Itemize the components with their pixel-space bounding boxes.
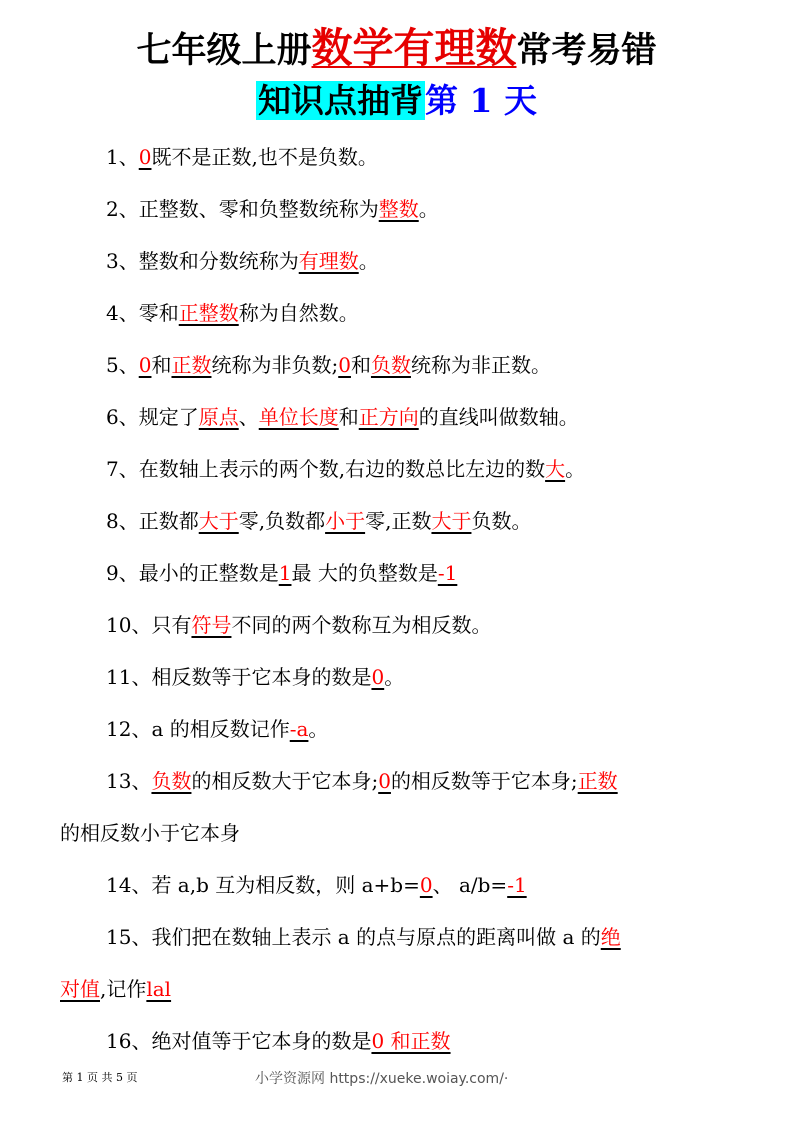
item-number: 16、	[106, 1029, 152, 1053]
item-number: 13、	[106, 769, 152, 793]
item-text: 和	[151, 353, 172, 377]
item-text: 、	[238, 405, 259, 429]
list-item-10	[106, 611, 491, 639]
list-item-4	[106, 299, 359, 327]
answer-blank: 有理数	[298, 249, 359, 273]
list-item-13-continued	[60, 819, 240, 847]
list-item-8	[106, 507, 531, 535]
item-text: 最 大的负整数是	[291, 561, 438, 585]
answer-blank: 正整数	[178, 301, 239, 325]
item-text: 和	[350, 353, 371, 377]
answer-blank: 绝	[600, 925, 621, 949]
item-number: 8、	[106, 509, 139, 533]
answer-blank: -1	[437, 561, 458, 585]
item-text: 不同的两个数称互为相反数。	[231, 613, 492, 637]
answer-blank: -a	[289, 717, 309, 741]
item-text: a 的相反数记作	[151, 717, 290, 741]
list-item-12	[106, 715, 328, 743]
list-item-13	[106, 767, 618, 795]
answer-blank: 对值	[60, 977, 100, 1001]
site-watermark: 小学资源网 https://xueke.woiay.com/·	[255, 1071, 509, 1087]
item-text: 正数都	[138, 509, 199, 533]
page-number: 第 1 页 共 5 页	[62, 1071, 138, 1084]
answer-blank: 正数	[577, 769, 618, 793]
list-item-9	[106, 559, 457, 587]
answer-blank: 大于	[431, 509, 472, 533]
item-text: 、 a/b=	[432, 873, 508, 897]
item-number: 9、	[106, 561, 139, 585]
item-number: 6、	[106, 405, 139, 429]
item-text: 。	[565, 457, 586, 481]
item-number: 10、	[106, 613, 152, 637]
item-text: 。	[358, 249, 379, 273]
item-text: 。	[418, 197, 439, 221]
item-text: 零,正数	[365, 509, 432, 533]
item-number: 2、	[106, 197, 139, 221]
list-item-15	[106, 923, 621, 951]
title-prefix: 七年级上册	[136, 30, 312, 71]
item-text: 统称为非负数;	[211, 353, 339, 377]
item-text: 相反数等于它本身的数是	[151, 665, 372, 689]
answer-blank: 原点	[198, 405, 239, 429]
title-line-2	[0, 78, 793, 124]
item-number: 12、	[106, 717, 152, 741]
item-text: 我们把在数轴上表示 a 的点与原点的距离叫做 a 的	[151, 925, 601, 949]
item-text: 最小的正整数是	[138, 561, 279, 585]
item-text: 的相反数大于它本身;	[191, 769, 379, 793]
item-text: 规定了	[138, 405, 199, 429]
list-item-6	[106, 403, 579, 431]
item-text: 零,负数都	[238, 509, 326, 533]
item-number: 14、	[106, 873, 152, 897]
item-number: 3、	[106, 249, 139, 273]
item-text: 称为自然数。	[238, 301, 359, 325]
item-number: 5、	[106, 353, 139, 377]
item-text: 的直线叫做数轴。	[418, 405, 579, 429]
title-line-1	[0, 22, 793, 77]
title-highlight-red: 数学有理数	[311, 24, 517, 72]
list-item-14	[106, 871, 527, 899]
list-item-16	[106, 1027, 451, 1055]
title-highlight-cyan: 知识点抽背	[258, 81, 424, 120]
item-text: 。	[384, 665, 405, 689]
item-text: 既不是正数,也不是负数。	[151, 145, 378, 169]
answer-blank: 0	[338, 353, 351, 377]
item-number: 4、	[106, 301, 139, 325]
answer-blank: 大于	[198, 509, 239, 533]
answer-blank: 整数	[378, 197, 419, 221]
answer-blank: 小于	[325, 509, 366, 533]
item-text: 零和	[138, 301, 179, 325]
item-text: 正整数、零和负整数统称为	[138, 197, 379, 221]
answer-blank: 0	[138, 145, 152, 169]
list-item-5	[106, 351, 551, 379]
title-day: 第 1 天	[425, 81, 537, 120]
answer-blank: -1	[507, 873, 527, 897]
item-text: 若 a,b 互为相反数，则 a+b=	[151, 873, 420, 897]
item-text: 。	[308, 717, 329, 741]
item-text: 的相反数小于它本身	[60, 821, 240, 845]
answer-blank: 单位长度	[258, 405, 339, 429]
answer-blank: 负数	[151, 769, 192, 793]
answer-blank: 0 和正数	[371, 1029, 451, 1053]
item-text: 只有	[151, 613, 192, 637]
answer-blank: 0	[378, 769, 391, 793]
answer-blank: 0	[371, 665, 385, 689]
list-item-11	[106, 663, 404, 691]
answer-blank: 负数	[370, 353, 411, 377]
item-text: 和	[338, 405, 359, 429]
answer-blank: 符号	[191, 613, 232, 637]
answer-blank: 1	[278, 561, 292, 585]
list-item-7	[106, 455, 585, 483]
item-number: 1、	[106, 145, 139, 169]
item-number: 7、	[106, 457, 139, 481]
answer-blank: lal	[146, 977, 172, 1001]
answer-blank: 大	[545, 457, 566, 481]
answer-blank: 0	[419, 873, 433, 897]
list-item-15-continued	[60, 975, 171, 1003]
list-item-1	[106, 143, 378, 171]
item-text: 负数。	[471, 509, 532, 533]
answer-blank: 0	[138, 353, 152, 377]
item-text: 绝对值等于它本身的数是	[151, 1029, 372, 1053]
answer-blank: 正方向	[358, 405, 419, 429]
list-item-2	[106, 195, 439, 223]
item-text: 整数和分数统称为	[138, 249, 299, 273]
title-suffix: 常考易错	[516, 30, 657, 71]
item-text: 统称为非正数。	[410, 353, 551, 377]
list-item-3	[106, 247, 379, 275]
item-number: 11、	[106, 665, 152, 689]
item-text: ,记作	[100, 977, 147, 1001]
item-text: 的相反数等于它本身;	[390, 769, 578, 793]
item-text: 在数轴上表示的两个数,右边的数总比左边的数	[138, 457, 546, 481]
answer-blank: 正数	[171, 353, 212, 377]
item-number: 15、	[106, 925, 152, 949]
